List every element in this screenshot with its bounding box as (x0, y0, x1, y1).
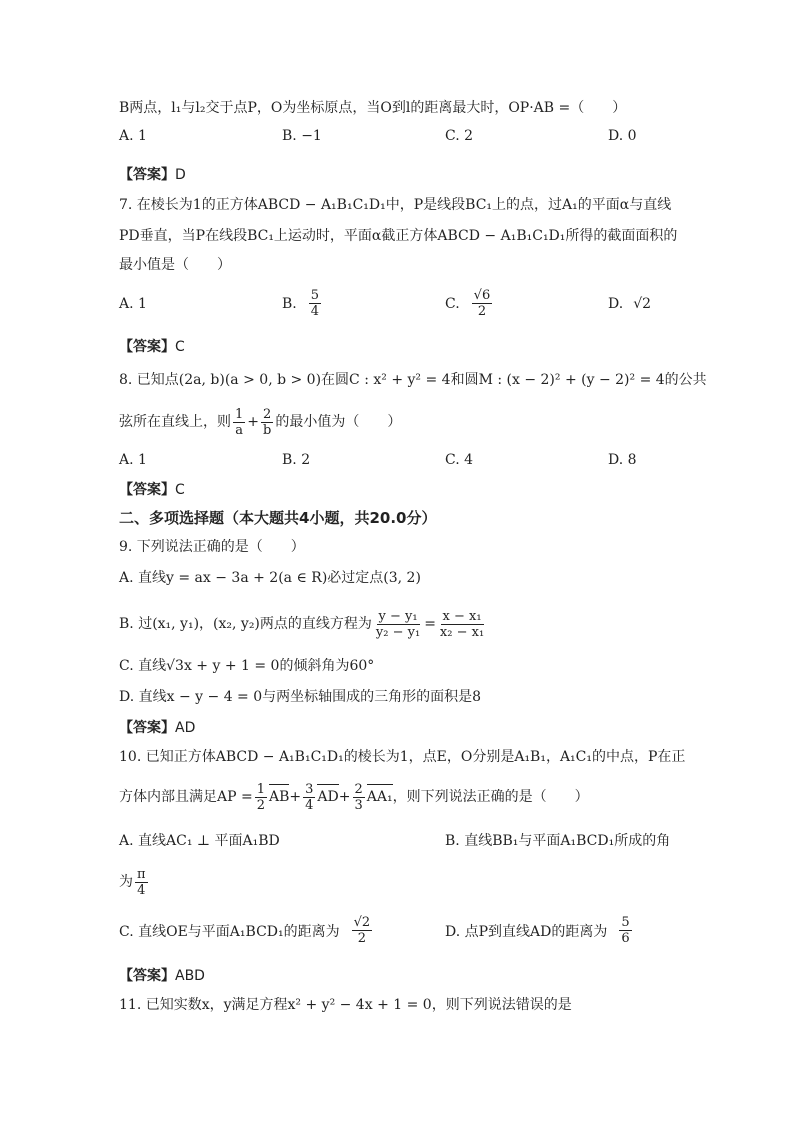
plus-sign: + (247, 414, 260, 430)
q10-line-1: 10. 已知正方体ABCD − A₁B₁C₁D₁的棱长为1，点E，O分别是A₁B₁，A₁C₁的中点，P在正 (119, 749, 686, 765)
q8-line-2-pre: 弦所在直线上，则 (119, 414, 231, 430)
plus-sign: + (289, 789, 302, 805)
vector-aa1: AA₁ (366, 789, 393, 805)
section-heading: 二、多项选择题（本大题共4小题，共20.0分） (119, 509, 437, 527)
q10-line-2-post: ，则下列说法正确的是（ ） (392, 789, 589, 805)
q10-option-b-fraction (135, 867, 148, 898)
q8-options (119, 452, 769, 476)
fraction-numerator: 2 (354, 781, 363, 797)
q10-option-c-text: C. 直线OE与平面A₁BCD₁的距离为 (119, 923, 340, 940)
fraction-denominator: x₂ − x₁ (439, 624, 485, 640)
answer-label: 【答案】 (119, 339, 175, 355)
q9-option-b-fraction-1 (374, 609, 422, 640)
q8-line-1: 8. 已知点(2a, b)(a > 0, b > 0)在圆C : x² + y² = 4和圆M : (x − 2)² + (y − 2)² = 4的公共 (119, 372, 707, 388)
q10-fraction-1 (255, 782, 267, 813)
q6-option-a: A. 1 (119, 128, 147, 144)
q6-stem-tail: B两点，l₁与l₂交于点P，O为坐标原点，当O到l的距离最大时，OP·AB =（ ） (119, 100, 627, 116)
q7-line-2: PD垂直，当P在线段BC₁上运动时，平面α截正方体ABCD − A₁B₁C₁D₁所得的截面面积的 (119, 228, 678, 244)
fraction-denominator: 4 (305, 797, 314, 813)
answer-value: ABD (175, 968, 205, 984)
q7-answer (119, 336, 185, 356)
answer-value: C (175, 482, 185, 498)
q10-fraction-2 (303, 782, 315, 813)
fraction-denominator: 2 (357, 931, 367, 946)
q6-option-b: B. −1 (282, 128, 322, 144)
fraction-denominator: y₂ − y₁ (375, 624, 421, 640)
q9-answer (119, 717, 195, 737)
q10-options-ab (119, 830, 769, 854)
q8-fraction-1 (233, 407, 245, 438)
fraction-denominator: 3 (354, 797, 363, 813)
q8-line-2-post: 的最小值为（ ） (275, 414, 402, 430)
q10-fraction-3 (353, 782, 365, 813)
fraction-numerator: x − x₁ (442, 608, 482, 624)
q10-option-b-cont-text: 为 (119, 874, 133, 890)
q10-option-c (119, 915, 374, 946)
q7-options (119, 288, 769, 328)
q7-option-d (608, 296, 651, 312)
q9-option-d: D. 直线x − y − 4 = 0与两坐标轴围成的三角形的面积是8 (119, 689, 482, 705)
fraction-numerator: 3 (305, 781, 314, 797)
q10-option-d-fraction (619, 915, 631, 946)
answer-value: AD (175, 720, 196, 736)
q7-option-b-label: B. (282, 295, 297, 312)
fraction-numerator: 5 (310, 288, 320, 303)
fraction-denominator: 4 (310, 304, 320, 319)
fraction-numerator: 2 (263, 406, 272, 422)
fraction-numerator: √2 (353, 915, 371, 930)
q10-option-b-cont (119, 862, 754, 902)
fraction-numerator: 5 (621, 915, 630, 930)
q9-stem: 9. 下列说法正确的是（ ） (119, 539, 305, 555)
fraction-denominator: 2 (256, 797, 265, 813)
fraction-numerator: √6 (473, 288, 491, 303)
q10-option-c-fraction (352, 915, 373, 946)
q7-line-3: 最小值是（ ） (119, 257, 231, 273)
vector-ad: AD (317, 789, 339, 805)
q9-option-c: C. 直线√3x + y + 1 = 0的倾斜角为60° (119, 658, 375, 674)
q8-option-b: B. 2 (282, 452, 311, 468)
q7-option-c-fraction (472, 288, 493, 319)
fraction-denominator: b (263, 422, 272, 438)
q10-line-2-pre: 方体内部且满足AP = (119, 789, 253, 805)
plus-sign: + (338, 789, 351, 805)
answer-label: 【答案】 (119, 167, 175, 183)
q7-option-c (445, 288, 494, 319)
fraction-numerator: π (137, 866, 146, 882)
q10-options-cd (119, 915, 769, 955)
q10-answer (119, 965, 205, 985)
q6-options (119, 128, 769, 152)
q6-option-c: C. 2 (445, 128, 474, 144)
fraction-numerator: 1 (235, 406, 244, 422)
q8-answer (119, 479, 185, 499)
answer-value: C (175, 339, 185, 355)
q7-option-a: A. 1 (119, 296, 147, 312)
q8-line-2 (119, 402, 754, 442)
q6-answer (119, 164, 186, 184)
q7-line-1: 7. 在棱长为1的正方体ABCD − A₁B₁C₁D₁中，P是线段BC₁上的点，过A₁的平面α与直线 (119, 197, 672, 213)
q9-option-b (119, 604, 754, 644)
q7-option-b (282, 288, 323, 319)
q10-option-b: B. 直线BB₁与平面A₁BCD₁所成的角 (445, 833, 671, 849)
q10-line-2 (119, 777, 754, 817)
vector-ab: AB (269, 789, 290, 805)
fraction-denominator: 4 (137, 882, 146, 898)
q6-option-d: D. 0 (608, 128, 637, 144)
fraction-denominator: 2 (477, 304, 487, 319)
answer-label: 【答案】 (119, 720, 175, 736)
fraction-numerator: y − y₁ (378, 608, 418, 624)
q7-option-b-fraction (309, 288, 321, 319)
fraction-denominator: a (235, 422, 244, 438)
fraction-numerator: 1 (256, 781, 265, 797)
q7-option-c-label: C. (445, 295, 460, 312)
q8-option-c: C. 4 (445, 452, 474, 468)
q9-option-a: A. 直线y = ax − 3a + 2(a ∈ R)必过定点(3, 2) (119, 570, 421, 586)
q9-option-b-fraction-2 (438, 609, 486, 640)
answer-value: D (175, 167, 186, 183)
q8-fraction-2 (261, 407, 273, 438)
q11-stem: 11. 已知实数x，y满足方程x² + y² − 4x + 1 = 0，则下列说法错误的是 (119, 997, 572, 1013)
q10-option-a: A. 直线AC₁ ⊥ 平面A₁BD (119, 833, 280, 849)
q9-option-b-pre: B. 过(x₁, y₁)，(x₂, y₂)两点的直线方程为 (119, 616, 372, 632)
q8-option-d: D. 8 (608, 452, 637, 468)
q8-option-a: A. 1 (119, 452, 147, 468)
answer-label: 【答案】 (119, 482, 175, 498)
q10-option-d-text: D. 点P到直线AD的距离为 (445, 923, 608, 940)
q10-option-d (445, 915, 634, 946)
q7-option-d-label: D. (608, 296, 624, 312)
q7-option-d-value: √2 (633, 296, 652, 312)
equals-sign: = (424, 616, 436, 632)
answer-label: 【答案】 (119, 968, 175, 984)
fraction-denominator: 6 (621, 931, 630, 946)
